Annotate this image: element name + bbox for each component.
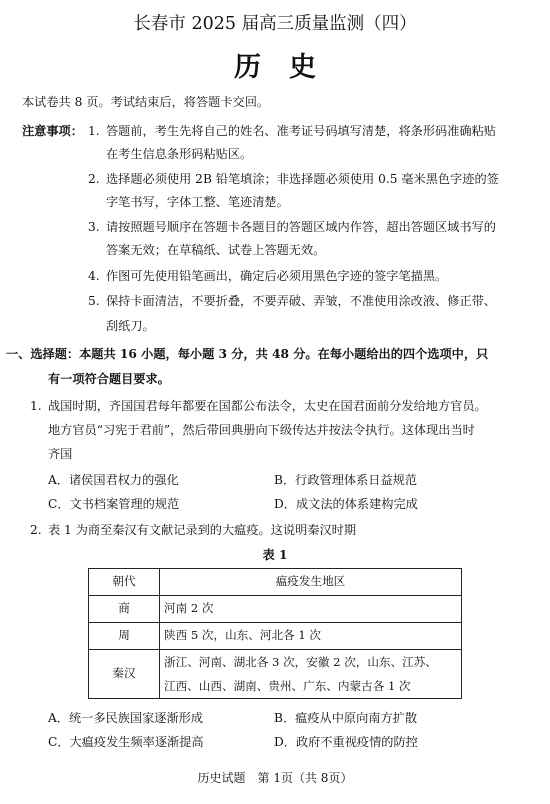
note-2-num: 2.: [88, 172, 100, 186]
q2-option-b[interactable]: B．瘟疫从中原向南方扩散: [274, 711, 418, 725]
table-cell-dynasty: 秦汉: [89, 650, 160, 699]
q1-option-c[interactable]: C．文书档案管理的规范: [48, 497, 180, 511]
q1-option-b[interactable]: B．行政管理体系日益规范: [274, 473, 418, 487]
epidemic-table: [88, 568, 462, 699]
table-cell-dynasty: 周: [89, 623, 160, 650]
note-1-line-2: 在考生信息条形码粘贴区。: [106, 147, 253, 161]
q1-stem-line-3: 齐国: [48, 447, 73, 461]
table-cell-dynasty: 商: [89, 596, 160, 623]
note-5-line-1: 保持卡面清洁，不要折叠，不要弄破、弄皱，不准使用涂改液、修正带、: [106, 294, 496, 308]
note-2-line-1: 选择题必须使用 2B 铅笔填涂；非选择题必须使用 0.5 毫米黑色字迹的签: [106, 172, 499, 186]
table-header-dynasty: 朝代: [89, 569, 160, 596]
note-2-line-2: 字笔书写，字体工整、笔迹清楚。: [106, 195, 289, 209]
table-row: [89, 596, 462, 623]
exam-title: 长春市 2025 届高三质量监测（四）: [133, 14, 417, 34]
table-header-regions: 瘟疫发生地区: [160, 569, 462, 596]
q1-option-a[interactable]: A．诸侯国君权力的强化: [48, 473, 179, 487]
table-header-row: [89, 569, 462, 596]
note-5-num: 5.: [88, 294, 100, 308]
note-4-line-1: 作图可先使用铅笔画出，确定后必须用黑色字迹的签字笔描黑。: [106, 269, 448, 283]
subject-title: 历史: [234, 52, 344, 83]
table-row: [89, 623, 462, 650]
q1-stem-line-1: 战国时期，齐国国君每年都要在国都公布法令，太史在国君面前分发给地方官员。: [48, 399, 487, 413]
table-cell-regions-line-2: 江西、山西、湖南、贵州、广东、内蒙古各 1 次: [164, 679, 411, 693]
table-cell-regions: 河南 2 次: [160, 596, 462, 623]
note-3-line-2: 答案无效；在草稿纸、试卷上答题无效。: [106, 243, 326, 257]
table-cell-regions: [160, 650, 462, 699]
q1-number: 1.: [30, 399, 42, 413]
note-4-num: 4.: [88, 269, 100, 283]
note-1-line-1: 答题前，考生先将自己的姓名、准考证号码填写清楚，将条形码准确粘贴: [106, 124, 496, 138]
note-3-num: 3.: [88, 220, 100, 234]
q2-option-a[interactable]: A．统一多民族国家逐渐形成: [48, 711, 204, 725]
note-5-line-2: 刮纸刀。: [106, 319, 155, 333]
table-cell-regions-line-1: 浙江、河南、湖北各 3 次，安徽 2 次，山东、江苏、: [164, 655, 437, 669]
q1-stem-line-2: 地方官员“习宪于君前”，然后带回典册向下级传达并按法令执行。这体现出当时: [48, 423, 475, 437]
section-1-heading-line-2: 有一项符合题目要求。: [48, 372, 170, 386]
page-footer: 历史试题 第 1页（共 8页）: [197, 771, 353, 785]
q2-option-d[interactable]: D．政府不重视疫情的防控: [274, 735, 418, 749]
section-1-heading-line-1: 一、选择题：本题共 16 小题，每小题 3 分，共 48 分。在每小题给出的四个选项中，只: [6, 347, 489, 361]
q2-stem: 表 1 为商至秦汉有文献记录到的大瘟疫。这说明秦汉时期: [48, 523, 357, 537]
table-title: 表 1: [262, 548, 288, 562]
q2-number: 2.: [30, 523, 42, 537]
table-cell-regions: 陕西 5 次，山东、河北各 1 次: [160, 623, 462, 650]
note-1-num: 1.: [88, 124, 100, 138]
notes-label: 注意事项：: [22, 124, 83, 138]
note-3-line-1: 请按照题号顺序在答题卡各题目的答题区域内作答，超出答题区域书写的: [106, 220, 496, 234]
q1-option-d[interactable]: D．成文法的体系建构完成: [274, 497, 418, 511]
q2-option-c[interactable]: C．大瘟疫发生频率逐渐提高: [48, 735, 204, 749]
intro-text: 本试卷共 8 页。考试结束后，将答题卡交回。: [22, 95, 270, 109]
table-row: [89, 650, 462, 699]
